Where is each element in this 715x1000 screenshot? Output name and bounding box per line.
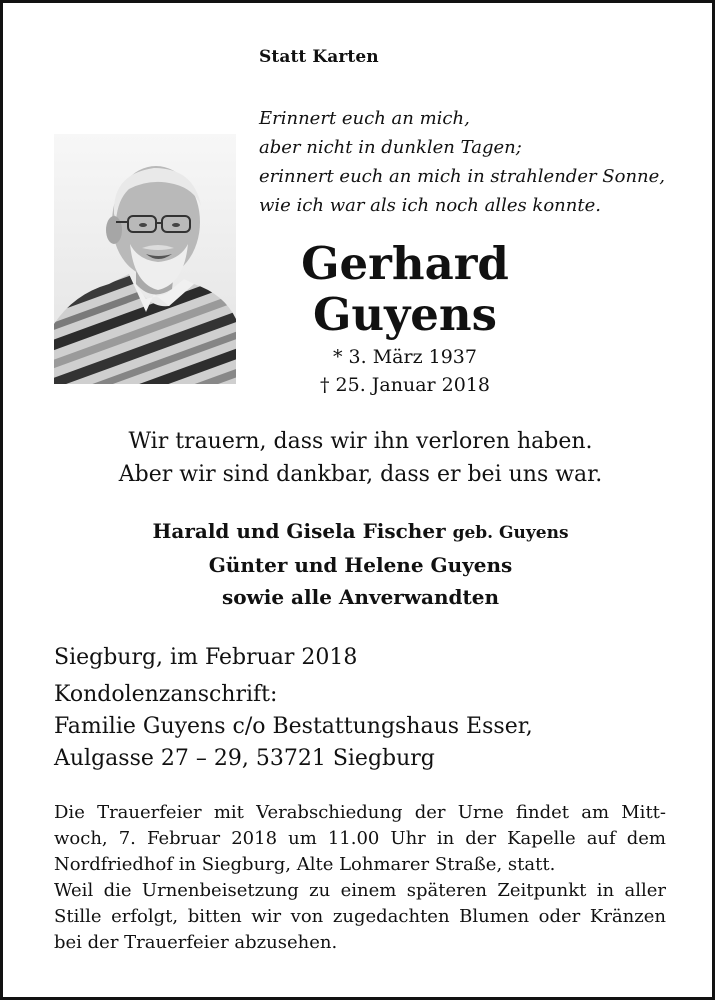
poem xyxy=(259,104,665,220)
quote-line: Wir trauern, dass wir ihn verloren haben. xyxy=(128,429,593,454)
statt-karten-label: Statt Karten xyxy=(259,47,379,67)
death-date: † 25. Januar 2018 xyxy=(319,374,491,396)
condolence-line: Familie Guyens c/o Bestattungshaus Esser, xyxy=(54,714,533,739)
notice-line: Nordfriedhof in Siegburg, Alte Lohmarer Straße, statt. xyxy=(54,854,556,875)
poem-line: wie ich war als ich noch alles konnte. xyxy=(259,195,601,216)
poem-line: erinnert euch an mich in strahlender Sonne, xyxy=(259,166,666,187)
notice-line: woch, 7. Februar 2018 um 11.00 Uhr in der Kapelle auf dem xyxy=(54,828,666,849)
life-dates xyxy=(275,343,535,399)
family-line xyxy=(3,515,715,549)
maiden-name: geb. Guyens xyxy=(452,523,569,543)
place-date: Siegburg, im Februar 2018 xyxy=(54,645,358,670)
deceased-last-name: Guyens xyxy=(313,288,497,341)
notice-line: Weil die Urnenbeisetzung zu einem späteren Zeitpunkt in aller xyxy=(54,880,666,901)
poem-line: Erinnert euch an mich, xyxy=(259,108,470,129)
poem-line: aber nicht in dunklen Tagen; xyxy=(259,137,522,158)
birth-date: * 3. März 1937 xyxy=(333,346,477,368)
family-line: Günter und Helene Guyens xyxy=(208,553,513,577)
condolence-label: Kondolenzanschrift: xyxy=(54,682,278,707)
notice-line: bei der Trauerfeier abzusehen. xyxy=(54,932,338,953)
condolence-address xyxy=(54,679,533,775)
mourning-family xyxy=(3,515,715,613)
quote-line: Aber wir sind dankbar, dass er bei uns war. xyxy=(118,462,603,487)
notice-line: Die Trauerfeier mit Verabschiedung der Urne findet am Mitt- xyxy=(54,802,666,823)
mourning-quote xyxy=(3,425,715,491)
deceased-first-name: Gerhard xyxy=(301,237,509,290)
family-names: Harald und Gisela Fischer xyxy=(152,519,446,543)
portrait-photo-icon xyxy=(54,134,236,384)
portrait-photo xyxy=(54,134,236,384)
condolence-line: Aulgasse 27 – 29, 53721 Siegburg xyxy=(54,746,435,771)
funeral-notice xyxy=(54,800,666,956)
notice-line: Stille erfolgt, bitten wir von zugedachten Blumen oder Kränzen xyxy=(54,906,666,927)
family-line: sowie alle Anverwandten xyxy=(221,585,500,609)
